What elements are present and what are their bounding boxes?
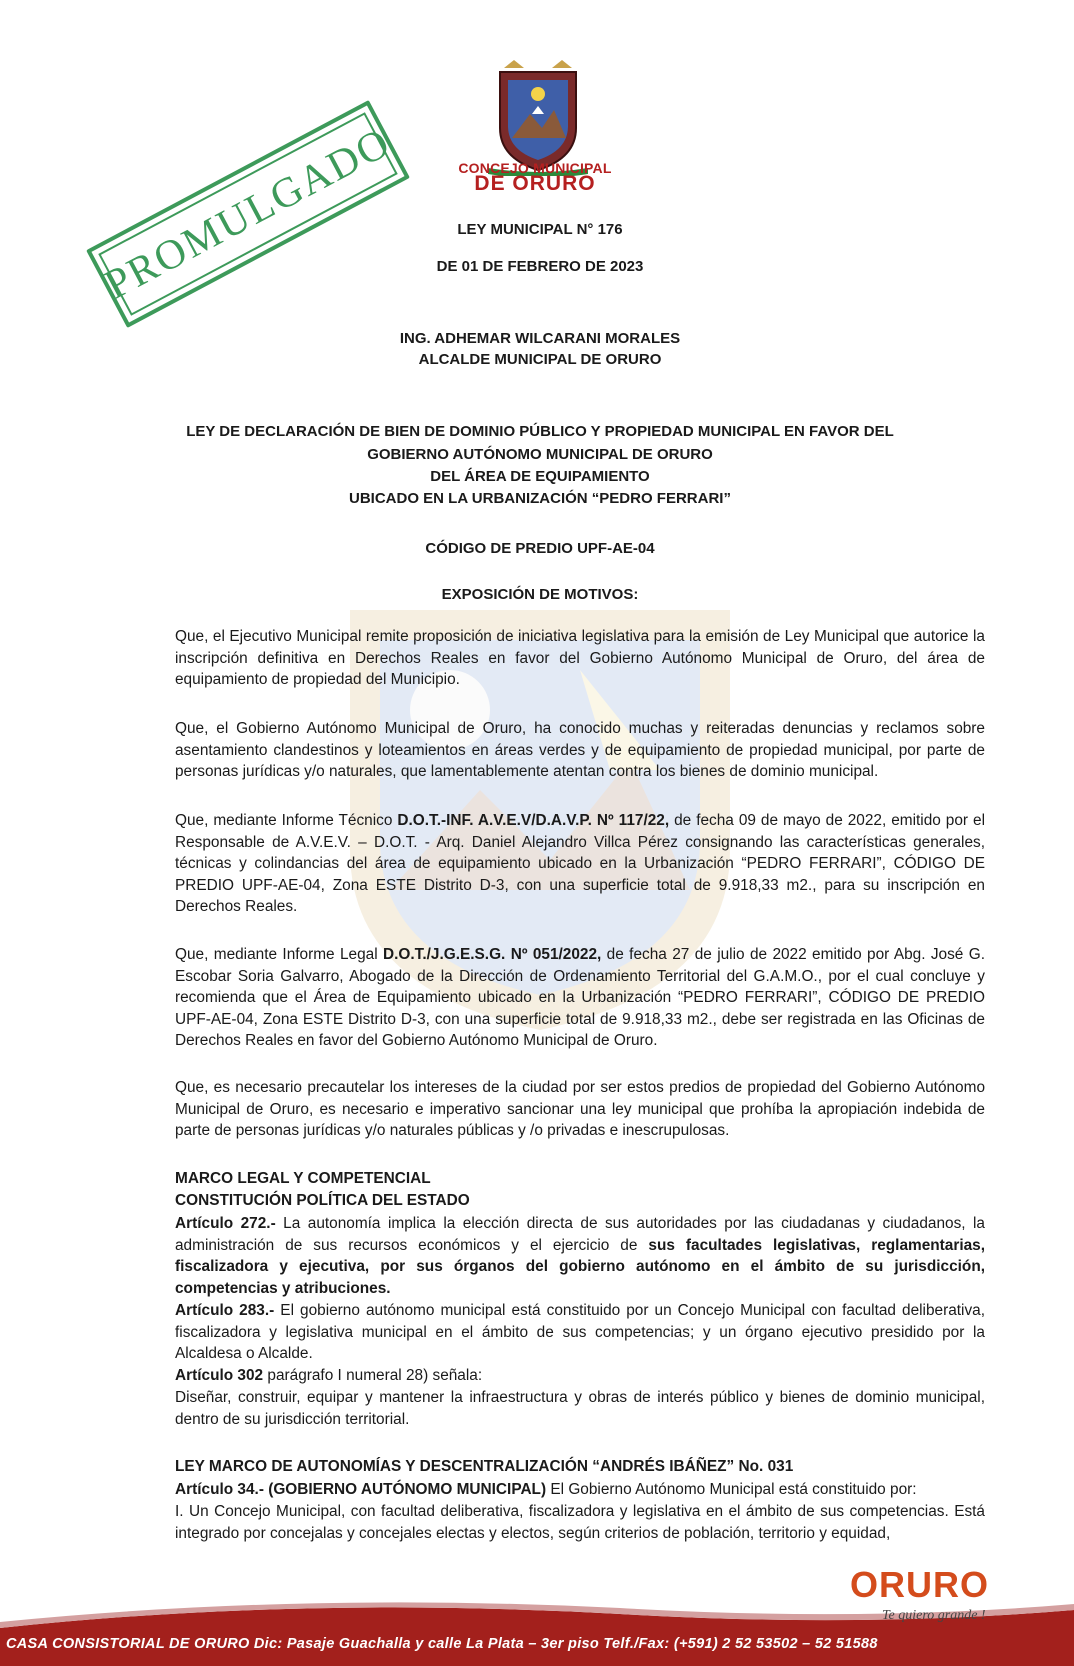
- article-34: [175, 1479, 985, 1501]
- council-name-line1: CONCEJO MUNICIPAL: [458, 160, 612, 176]
- technical-report-ref: D.O.T.-INF. A.V.E.V/D.A.V.P. Nº 117/22,: [397, 812, 670, 829]
- article-34-label: Artículo 34.- (GOBIERNO AUTÓNOMO MUNICIPAL): [175, 1481, 547, 1498]
- oruro-slogan: Te quiero grande !: [882, 1608, 986, 1623]
- p4-body: de fecha 27 de julio de 2022 emitido por Abg. José G. Escobar Soria Galvarro, Abogado de la Dirección de Ordenamiento Territorial del G.A.M.O., por el cual concluye y recomienda que el Área de Equipamiento ubicado en la Urbanización “PEDRO FERRARI”, CÓDIGO DE PREDIO UPF-AE-04, Zona ESTE Distrito D-3, con una superficie total de 9.918,33 m2., debe ser registrada en las Oficinas de Derechos Reales en favor del Gobierno Autónomo Municipal de Oruro.: [175, 946, 985, 1049]
- stamp-text: PROMULGADO: [97, 119, 399, 309]
- article-272-text: La autonomía implica la elección directa de sus autoridades por las ciudadanas y ciudadanos, la administración de sus recursos económicos y el ejercicio de: [175, 1215, 985, 1254]
- law-date: DE 01 DE FEBRERO DE 2023: [436, 258, 644, 275]
- article-34-body: I. Un Concejo Municipal, con facultad deliberativa, fiscalizadora y legislativa en el ámbito de sus competencias. Está integrado por concejalas y concejales electas y electos, según criterios de población, territorio y equidad,: [175, 1503, 985, 1542]
- constitution-heading: CONSTITUCIÓN POLÍTICA DEL ESTADO: [175, 1192, 470, 1209]
- article-302-label: Artículo 302: [175, 1367, 264, 1384]
- mayor-title: ALCALDE MUNICIPAL DE ORURO: [418, 351, 662, 368]
- promulgado-stamp: [86, 100, 410, 328]
- p3-lead: Que, mediante Informe Técnico: [175, 812, 398, 829]
- article-302-body: Diseñar, construir, equipar y mantener la infraestructura y obras de interés público y bienes de dominio municipal, dentro de su jurisdicción territorial.: [175, 1389, 985, 1428]
- motive-paragraph-4: [175, 944, 985, 1052]
- law-title-line2: GOBIERNO AUTÓNOMO MUNICIPAL DE ORURO: [367, 446, 713, 463]
- motive-paragraph-5: Que, es necesario precautelar los intereses de la ciudad por ser estos predios de propiedad del Gobierno Autónomo Municipal de Oruro, es necesario e imperativo sancionar una ley municipal que prohíba la apropiación indebida de parte de personas jurídicas y/o naturales públicas y /o privadas e inescrupulosas.: [175, 1079, 985, 1139]
- motive-paragraph-1: Que, el Ejecutivo Municipal remite proposición de iniciativa legislativa para la emisión de Ley Municipal que autorice la inscripción definitiva en Derechos Reales en favor del Gobierno Autónomo Municipal de Oruro, del área de equipamiento de propiedad del Municipio.: [175, 628, 985, 688]
- p4-lead: Que, mediante Informe Legal: [175, 946, 384, 963]
- motive-paragraph-2: Que, el Gobierno Autónomo Municipal de Oruro, ha conocido muchas y reiteradas denuncias y reclamos sobre asentamiento clandestinos y loteamientos en áreas verdes y de equipamiento de propiedad municipal, por parte de personas jurídicas y/o naturales, que lamentablemente atentan contra los bienes de dominio municipal.: [175, 720, 985, 780]
- council-name-line2: DE ORURO: [474, 172, 596, 195]
- article-302-text: parágrafo I numeral 28) señala:: [263, 1367, 483, 1384]
- legal-framework-heading: MARCO LEGAL Y COMPETENCIAL: [175, 1170, 431, 1187]
- oruro-brand-logo: ORURO: [850, 1564, 989, 1605]
- law-title-line4: UBICADO EN LA URBANIZACIÓN “PEDRO FERRARI”: [349, 490, 731, 507]
- article-272-label: Artículo 272.-: [175, 1215, 276, 1232]
- law-title-line3: DEL ÁREA DE EQUIPAMIENTO: [430, 468, 650, 485]
- mayor-name: ING. ADHEMAR WILCARANI MORALES: [399, 330, 681, 347]
- p3-body: de fecha 09 de mayo de 2022, emitido por el Responsable de A.V.E.V. – D.O.T. - Arq. Daniel Alejandro Villca Pérez consignando las características generales, técnicas y colindancias del área de equipamiento ubicado en la Urbanización “PEDRO FERRARI”, CÓDIGO DE PREDIO UPF-AE-04, Zona ESTE Distrito D-3, con una superficie total de 9.918,33 m2., para su inscripción en Derechos Reales.: [175, 812, 986, 915]
- concejo-coat-of-arms-logo: [486, 58, 590, 176]
- property-code: CÓDIGO DE PREDIO UPF-AE-04: [425, 540, 655, 557]
- law-title-line1: LEY DE DECLARACIÓN DE BIEN DE DOMINIO PÚBLICO Y PROPIEDAD MUNICIPAL EN FAVOR DEL: [186, 423, 894, 440]
- legal-report-ref: D.O.T./J.G.E.S.G. Nº 051/2022,: [383, 946, 602, 963]
- footer-address: CASA CONSISTORIAL DE ORURO Dic: Pasaje Guachalla y calle La Plata – 3er piso Telf./Fax: (+591) 2 52 53502 – 52 51588: [6, 1636, 878, 1652]
- article-34-text: El Gobierno Autónomo Municipal está constituido por:: [546, 1481, 917, 1498]
- article-283-label: Artículo 283.-: [175, 1302, 275, 1319]
- section-heading: EXPOSICIÓN DE MOTIVOS:: [441, 586, 639, 603]
- motive-paragraph-3: [175, 810, 985, 918]
- article-283: [175, 1300, 985, 1365]
- article-272: [175, 1213, 985, 1299]
- article-272-bold: sus facultades legislativas, reglamentarias, fiscalizadora y ejecutiva, por sus órganos del gobierno autónomo en el ámbito de su jurisdicción, competencias y atribuciones.: [175, 1236, 985, 1297]
- autonomy-law-heading: LEY MARCO DE AUTONOMÍAS Y DESCENTRALIZACIÓN “ANDRÉS IBÁÑEZ” No. 031: [175, 1458, 794, 1475]
- law-number: LEY MUNICIPAL N° 176: [457, 221, 623, 238]
- article-302: [175, 1365, 985, 1387]
- article-283-text: El gobierno autónomo municipal está constituido por un Concejo Municipal con facultad deliberativa, fiscalizadora y legislativa municipal en el ámbito de sus competencias; y un órgano ejecutivo presidido por la Alcaldesa o Alcalde.: [175, 1302, 986, 1362]
